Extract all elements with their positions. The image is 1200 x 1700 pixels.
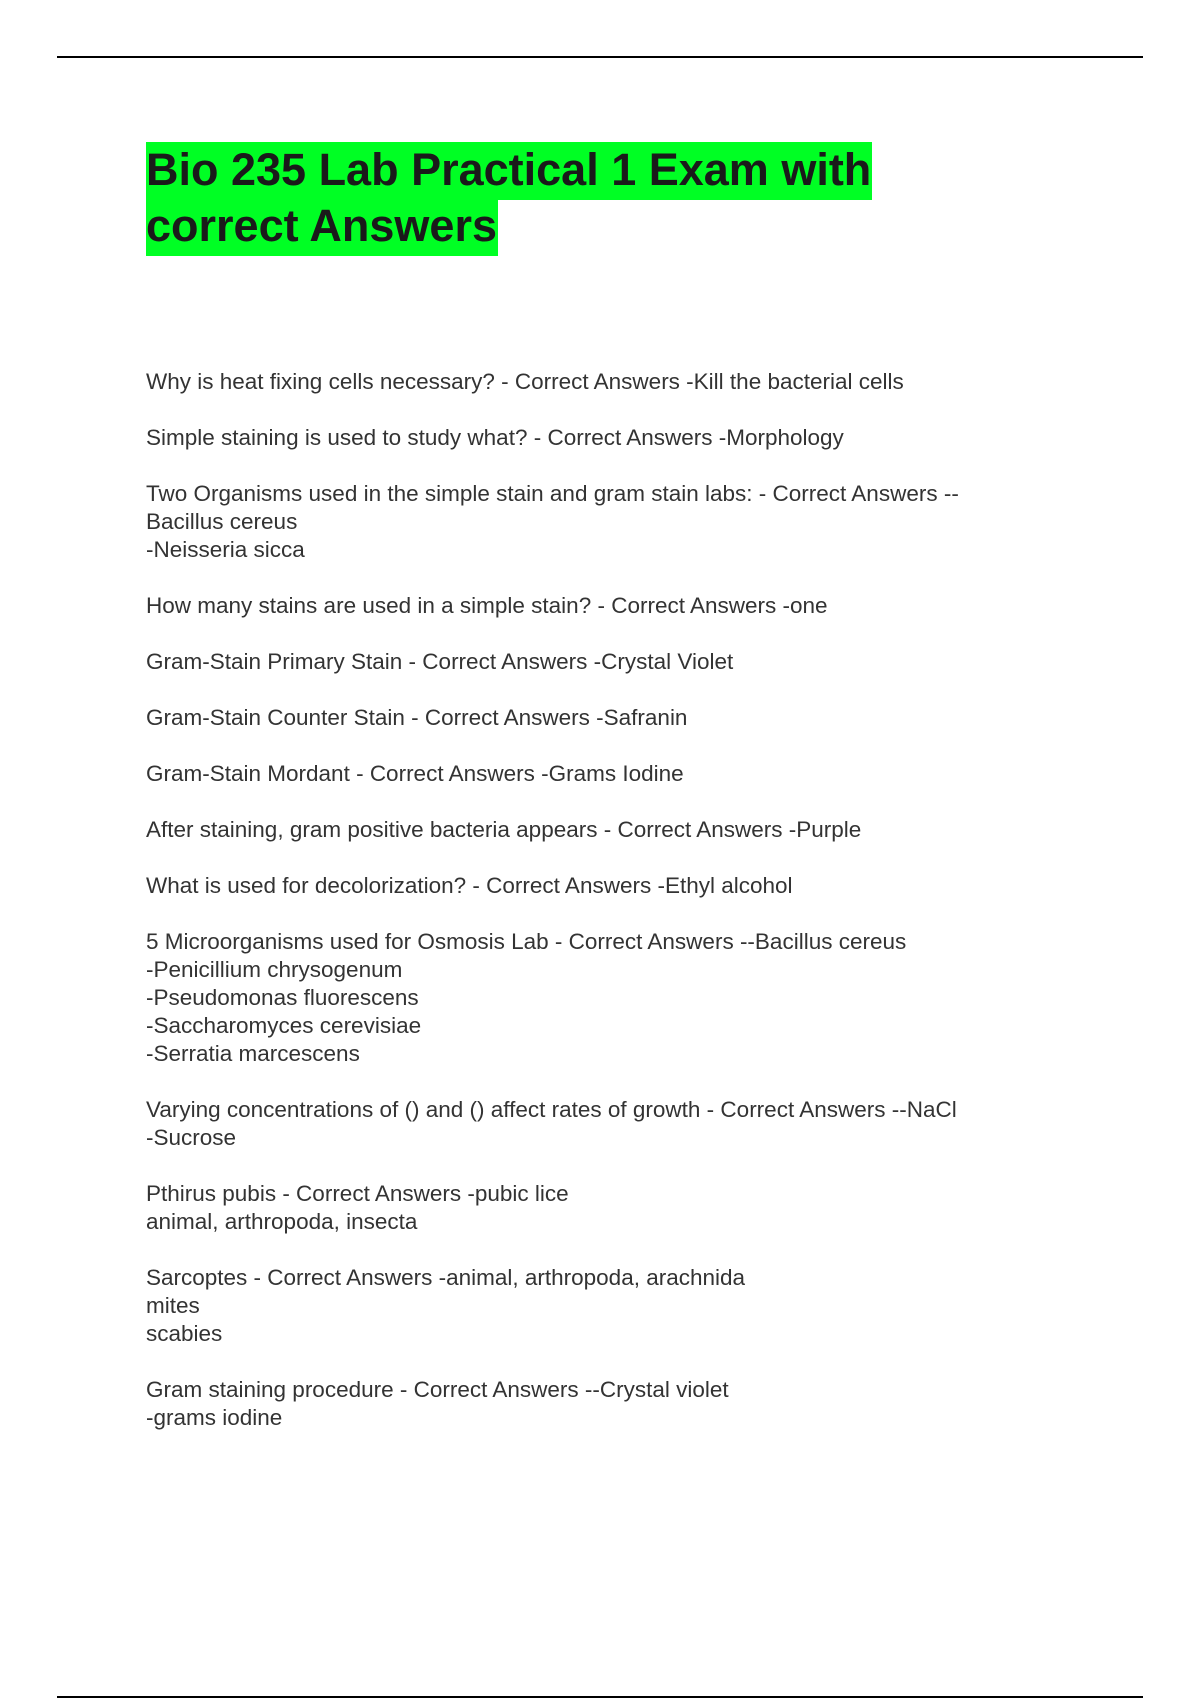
qa-item <box>146 704 1046 732</box>
qa-item <box>146 480 1046 564</box>
qa-line: Simple staining is used to study what? - Correct Answers -Morphology <box>146 425 844 450</box>
qa-item <box>146 928 1046 1068</box>
qa-line: mites <box>146 1293 200 1318</box>
qa-line: Varying concentrations of () and () affect rates of growth - Correct Answers --NaCl <box>146 1097 957 1122</box>
qa-line: Why is heat fixing cells necessary? - Correct Answers -Kill the bacterial cells <box>146 369 904 394</box>
title-line <box>146 198 1046 254</box>
qa-line: 5 Microorganisms used for Osmosis Lab - Correct Answers --Bacillus cereus <box>146 929 907 954</box>
qa-line: Gram staining procedure - Correct Answers --Crystal violet <box>146 1377 729 1402</box>
qa-line: -Serratia marcescens <box>146 1041 360 1066</box>
qa-line: Sarcoptes - Correct Answers -animal, arthropoda, arachnida <box>146 1265 746 1290</box>
qa-line: How many stains are used in a simple stain? - Correct Answers -one <box>146 593 828 618</box>
header-rule <box>57 56 1143 58</box>
qa-line: -Neisseria sicca <box>146 537 305 562</box>
qa-line: -Saccharomyces cerevisiae <box>146 1013 422 1038</box>
qa-item <box>146 1376 1046 1432</box>
qa-item <box>146 592 1046 620</box>
qa-line: After staining, gram positive bacteria appears - Correct Answers -Purple <box>146 817 862 842</box>
qa-list <box>146 368 1046 1460</box>
qa-line: -Sucrose <box>146 1125 237 1150</box>
qa-item <box>146 648 1046 676</box>
document-title <box>146 142 1046 254</box>
qa-item <box>146 872 1046 900</box>
qa-item <box>146 1096 1046 1152</box>
qa-line: Gram-Stain Counter Stain - Correct Answers -Safranin <box>146 705 688 730</box>
qa-item <box>146 1264 1046 1348</box>
qa-line: What is used for decolorization? - Correct Answers -Ethyl alcohol <box>146 873 793 898</box>
qa-line: Pthirus pubis - Correct Answers -pubic lice <box>146 1181 569 1206</box>
qa-item <box>146 760 1046 788</box>
title-line-text: Bio 235 Lab Practical 1 Exam with <box>146 142 872 200</box>
qa-item <box>146 368 1046 396</box>
qa-line: scabies <box>146 1321 223 1346</box>
qa-item <box>146 816 1046 844</box>
qa-item <box>146 1180 1046 1236</box>
qa-line: Two Organisms used in the simple stain and gram stain labs: - Correct Answers -- <box>146 481 959 506</box>
qa-line: Bacillus cereus <box>146 509 298 534</box>
qa-line: animal, arthropoda, insecta <box>146 1209 418 1234</box>
title-line <box>146 142 1046 198</box>
title-line-text: correct Answers <box>146 198 498 256</box>
qa-line: -grams iodine <box>146 1405 283 1430</box>
qa-line: -Pseudomonas fluorescens <box>146 985 419 1010</box>
qa-line: Gram-Stain Mordant - Correct Answers -Grams Iodine <box>146 761 684 786</box>
footer-rule <box>57 1696 1143 1698</box>
qa-line: Gram-Stain Primary Stain - Correct Answers -Crystal Violet <box>146 649 734 674</box>
qa-line: -Penicillium chrysogenum <box>146 957 403 982</box>
qa-item <box>146 424 1046 452</box>
